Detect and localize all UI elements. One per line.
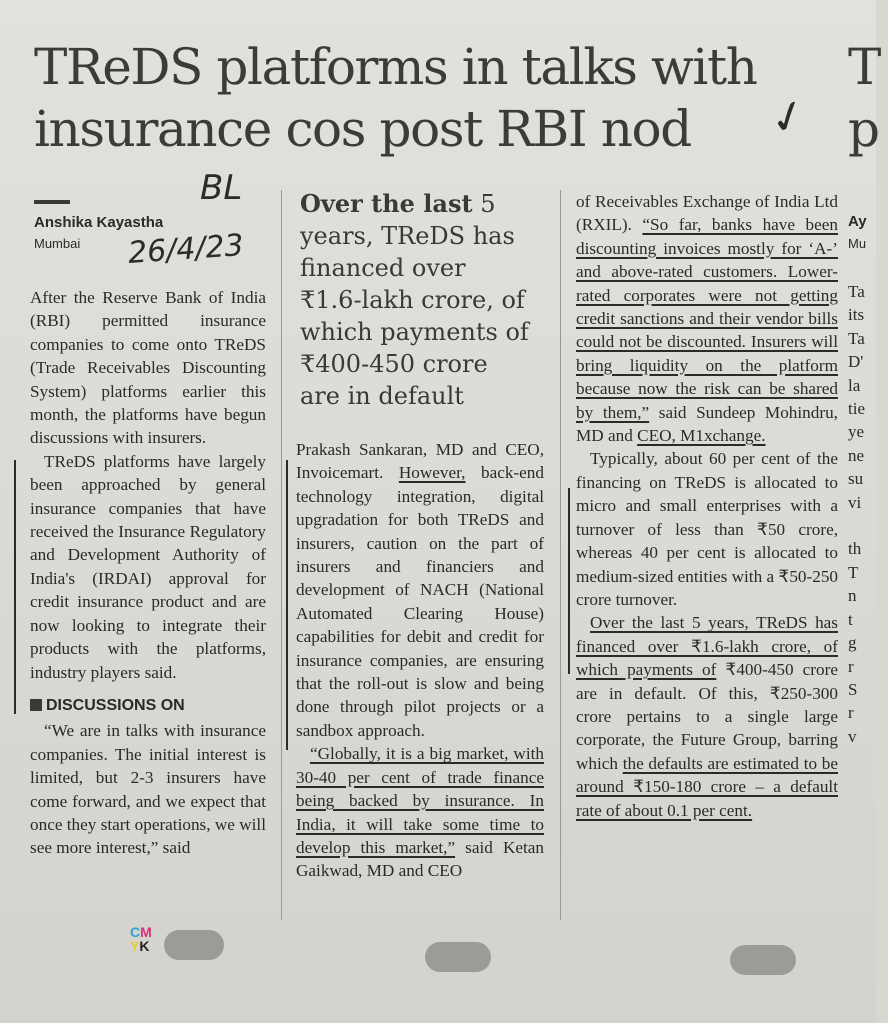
adjacent-text-fragment: its: [848, 305, 865, 325]
underlined-text: “So far, banks have been discounting invoices mostly for ‘A-’ and above-rated customers. Lower-rated corporates were not getting credit sanctions and their vendor bills could not be discounted. Insurers will bring liquidity on the platform because now the risk can be shared by them,”: [576, 215, 838, 422]
pen-margin-line: [568, 488, 570, 674]
headline: TReDS platforms in talks with insurance cos post RBI nod: [34, 38, 757, 158]
paragraph: TReDS platforms have largely been approached by general insurance companies that have received the Insurance Regulatory and Development Authority of India's (IRDAI) approval for credit insurance product and are now looking to integrate their products with the platforms, industry players said.: [30, 451, 266, 682]
paragraph: [576, 190, 838, 447]
adjacent-text-fragment: ne: [848, 445, 865, 465]
adjacent-text-fragment: n: [848, 586, 857, 606]
pull-quote-text: 5 years, TReDS has financed over ₹1.6-lakh crore, of which payments of ₹400-450 crore are in default: [300, 190, 529, 410]
paragraph: “We are in talks with insurance companies. The initial interest is limited, but 2-3 insurers have come forward, and we expect that once they start operations, we will see more interest,” said: [30, 721, 266, 858]
adjacent-text-fragment: S: [848, 679, 858, 699]
handwritten-date: 26/4/23: [126, 228, 245, 271]
handwritten-checkmark-icon: ✓: [763, 87, 814, 148]
column-divider: [560, 190, 561, 920]
pen-margin-line: [286, 460, 288, 750]
cmyk-y: Y: [130, 938, 140, 954]
paragraph: [296, 438, 544, 742]
registration-pill: [425, 942, 491, 972]
article-column-2: [296, 438, 544, 883]
adjacent-text-fragment: Ta: [848, 282, 865, 301]
paragraph: Typically, about 60 per cent of the financing on TReDS is allocated to micro and small enterprises with a turnover of less than ₹50 crore, whereas 40 per cent is allocated to medium-sized entities with a ₹50-250 crore turnover.: [576, 449, 839, 609]
underlined-text: CEO, M1xchange.: [637, 426, 766, 446]
paragraph: [296, 742, 544, 882]
pull-quote: [300, 188, 532, 412]
adjacent-article-byline: Ay: [848, 213, 867, 230]
adjacent-text-fragment: t: [848, 609, 853, 629]
adjacent-text-fragment: T: [848, 562, 859, 582]
registration-pill: [164, 930, 224, 960]
cmyk-m: M: [140, 924, 152, 940]
text-run: of Receivables Exchange of India Ltd (RXIL).: [576, 192, 838, 235]
cmyk-c: C: [130, 924, 141, 940]
adjacent-text-fragment: vi: [848, 492, 862, 512]
text-run: ₹400-450 crore are in default. Of this, ₹250-300 crore pertains to a single large corporate, the Future Group, barring which: [576, 660, 838, 773]
adjacent-text-fragment: r: [848, 656, 854, 676]
byline-author: Anshika Kayastha: [34, 214, 164, 231]
underlined-text: However,: [398, 463, 466, 483]
adjacent-text-fragment: v: [848, 726, 857, 746]
pen-margin-line: [14, 460, 16, 714]
text-run: back-end technology integration, digital upgradation for both TReDS and insurers, caution on the part of insurers and financiers and development of NACH (National Automated Clearing House) capabilities for debit and credit for insurance companies, are ensuring that the roll-out is slow and being done through pilot projects or a sandbox approach.: [296, 463, 544, 740]
adjacent-text-fragment: r: [848, 703, 854, 723]
adjacent-text-fragment: ye: [848, 422, 865, 442]
square-bullet-icon: [30, 699, 42, 711]
byline-rule: [34, 200, 70, 204]
adjacent-text-fragment: D': [848, 352, 864, 372]
byline-city: Mumbai: [34, 236, 81, 251]
adjacent-text-fragment: [848, 514, 888, 537]
text-run: said Ketan Gaikwad, MD and CEO: [296, 837, 544, 881]
underlined-text: Over the last 5 years, TReDS has financed over ₹1.6-lakh crore, of which payments of: [576, 613, 838, 680]
adjacent-text-fragment: su: [848, 469, 864, 489]
article-column-3: [576, 190, 838, 822]
adjacent-text-fragment: Ta: [848, 328, 865, 348]
pull-quote-lead: Over the last: [300, 189, 473, 218]
adjacent-text-fragment: th: [848, 539, 862, 559]
handwritten-tag: BL: [200, 168, 243, 208]
paragraph: After the Reserve Bank of India (RBI) permitted insurance companies to come onto TReDS (Trade Receivables Discounting System) platforms earlier this month, the platforms have begun discussions with insurers.: [30, 288, 266, 448]
registration-pill: [730, 945, 796, 975]
underlined-text: “Globally, it is a big market, with 30-40 per cent of trade finance being backed by insurance. In India, it will take some time to develop this market,”: [296, 744, 544, 857]
article-column-1: [30, 286, 266, 860]
column-divider: [281, 190, 282, 920]
text-run: Prakash Sankaran, MD and CEO, Invoicemart.: [296, 440, 544, 483]
adjacent-article-city: Mu: [848, 236, 867, 251]
subheading-text: DISCUSSIONS ON: [46, 696, 185, 714]
paragraph: [576, 611, 838, 822]
underlined-text: the defaults are estimated to be around ₹150-180 crore – a default rate of about 0.1 per cent.: [576, 753, 838, 820]
adjacent-text-fragment: g: [848, 633, 857, 653]
adjacent-article-headline: T p: [848, 38, 882, 158]
cmyk-registration-mark: [130, 925, 152, 953]
adjacent-text-fragment: tie: [848, 399, 865, 419]
cmyk-k: K: [139, 938, 150, 954]
text-run: said Sundeep Mohindru, MD and: [576, 402, 838, 446]
subheading: [30, 694, 266, 717]
adjacent-text-fragment: la: [848, 375, 861, 395]
adjacent-article-text: [848, 280, 888, 748]
